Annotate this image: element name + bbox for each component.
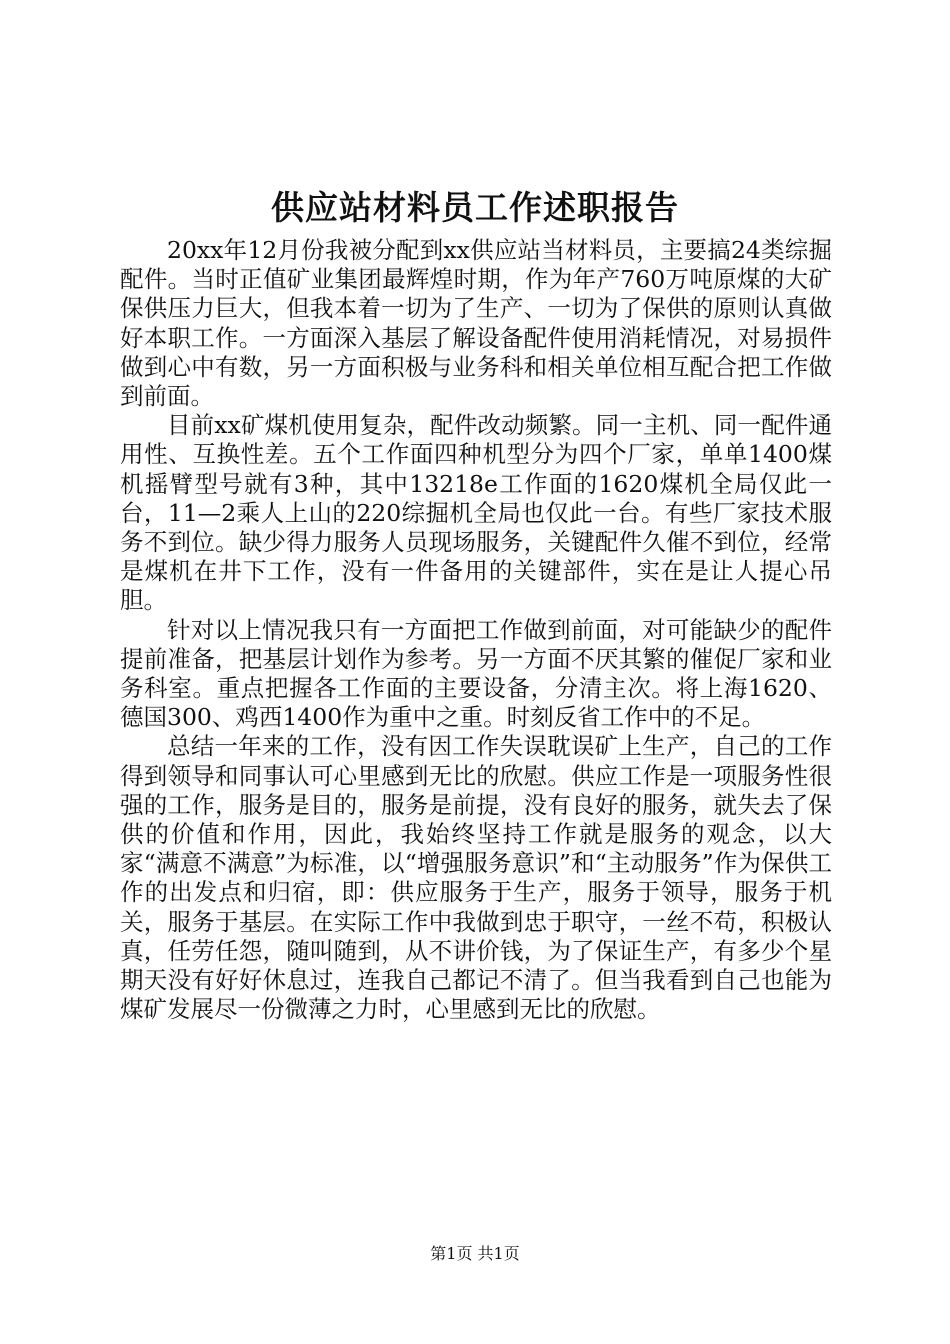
document-body [120,236,832,1024]
paragraph-2: 目前xx矿煤机使用复杂，配件改动频繁。同一主机、同一配件通用性、互换性差。五个工作面四种机型分为四个厂家，单单1400煤机摇臂型号就有3种，其中13218e工作面的1620煤机全局仅此一台，11—2乘人上山的220综掘机全局也仅此一台。有些厂家技术服务不到位。缺少得力服务人员现场服务，关键配件久催不到位，经常是煤机在井下工作，没有一件备用的关键部件，实在是让人提心吊胆。 [120,411,832,615]
paragraph-3: 针对以上情况我只有一方面把工作做到前面，对可能缺少的配件提前准备，把基层计划作为参考。另一方面不厌其繁的催促厂家和业务科室。重点把握各工作面的主要设备，分清主次。将上海1620、德国300、鸡西1400作为重中之重。时刻反省工作中的不足。 [120,615,832,732]
paragraph-4: 总结一年来的工作，没有因工作失误耽误矿上生产，自己的工作得到领导和同事认可心里感到无比的欣慰。供应工作是一项服务性很强的工作，服务是目的，服务是前提，没有良好的服务，就失去了保供的价值和作用，因此，我始终坚持工作就是服务的观念，以大家“满意不满意”为标准，以“增强服务意识”和“主动服务”作为保供工作的出发点和归宿，即：供应服务于生产，服务于领导，服务于机关，服务于基层。在实际工作中我做到忠于职守，一丝不苟，积极认真，任劳任怨，随叫随到，从不讲价钱，为了保证生产，有多少个星期天没有好好休息过，连我自己都记不清了。但当我看到自己也能为煤矿发展尽一份微薄之力时，心里感到无比的欣慰。 [120,732,832,1024]
paragraph-1: 20xx年12月份我被分配到xx供应站当材料员，主要搞24类综掘配件。当时正值矿业集团最辉煌时期，作为年产760万吨原煤的大矿保供压力巨大，但我本着一切为了生产、一切为了保供的原则认真做好本职工作。一方面深入基层了解设备配件使用消耗情况，对易损件做到心中有数，另一方面积极与业务科和相关单位相互配合把工作做到前面。 [120,236,832,411]
document-title: 供应站材料员工作述职报告 [271,188,679,227]
page-footer: 第1页 共1页 [430,1244,520,1263]
